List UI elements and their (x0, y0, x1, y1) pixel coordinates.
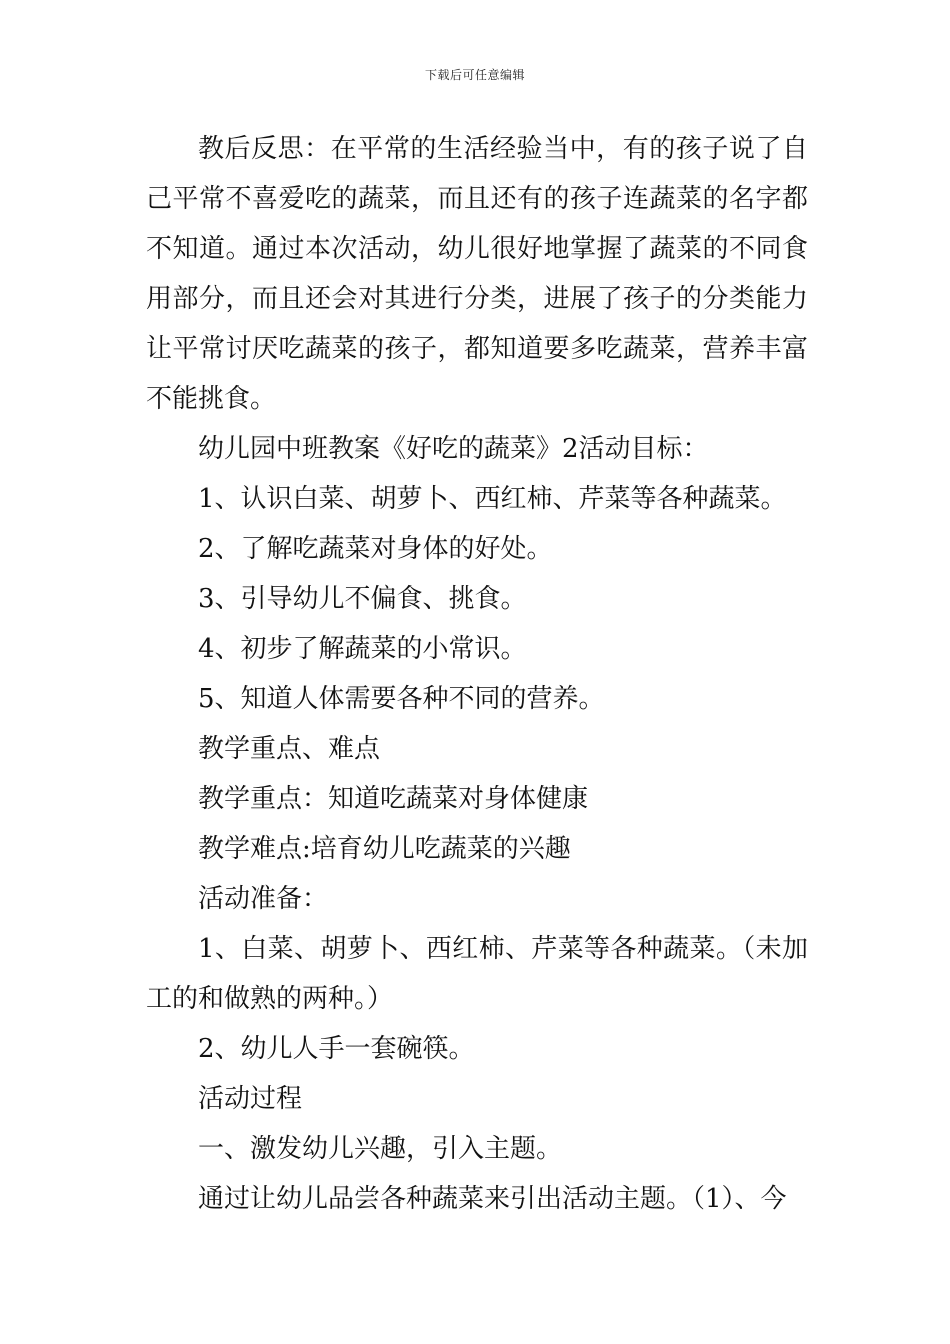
paragraph-goal-4: 4、初步了解蔬菜的小常识。 (198, 634, 527, 664)
paragraph-lesson-title: 幼儿园中班教案《好吃的蔬菜》2活动目标： (198, 434, 709, 464)
paragraph-preparation-2: 2、幼儿人手一套碗筷。 (198, 1034, 475, 1064)
paragraph-goal-5: 5、知道人体需要各种不同的营养。 (198, 684, 605, 714)
paragraph-key-points-heading: 教学重点、难点 (198, 734, 381, 764)
document-body (146, 124, 808, 1224)
paragraph-preparation-1: 1、白菜、胡萝卜、西红柿、芹菜等各种蔬菜。（未加工的和做熟的两种。） (146, 934, 808, 1014)
paragraph-goal-2: 2、了解吃蔬菜对身体的好处。 (198, 534, 553, 564)
paragraph-process-heading: 活动过程 (198, 1084, 303, 1114)
paragraph-process-step-1: 一、激发幼儿兴趣，引入主题。 (198, 1134, 563, 1164)
paragraph-process-step-1-detail: 通过让幼儿品尝各种蔬菜来引出活动主题。（1）、今 (198, 1184, 787, 1214)
page-header: 下载后可任意编辑 (424, 68, 525, 82)
paragraph-key-point: 教学重点：知道吃蔬菜对身体健康 (198, 784, 589, 814)
paragraph-goal-3: 3、引导幼儿不偏食、挑食。 (198, 584, 527, 614)
paragraph-difficult-point: 教学难点:培育幼儿吃蔬菜的兴趣 (198, 834, 571, 864)
paragraph-preparation-heading: 活动准备： (198, 884, 329, 914)
paragraph-goal-1: 1、认识白菜、胡萝卜、西红柿、芹菜等各种蔬菜。 (198, 484, 787, 514)
paragraph-reflection: 教后反思：在平常的生活经验当中，有的孩子说了自己平常不喜爱吃的蔬菜，而且还有的孩子连蔬菜的名字都不知道。通过本次活动，幼儿很好地掌握了蔬菜的不同食用部分，而且还会对其进行分类，进展了孩子的分类能力让平常讨厌吃蔬菜的孩子，都知道要多吃蔬菜，营养丰富不能挑食。 (146, 134, 808, 414)
